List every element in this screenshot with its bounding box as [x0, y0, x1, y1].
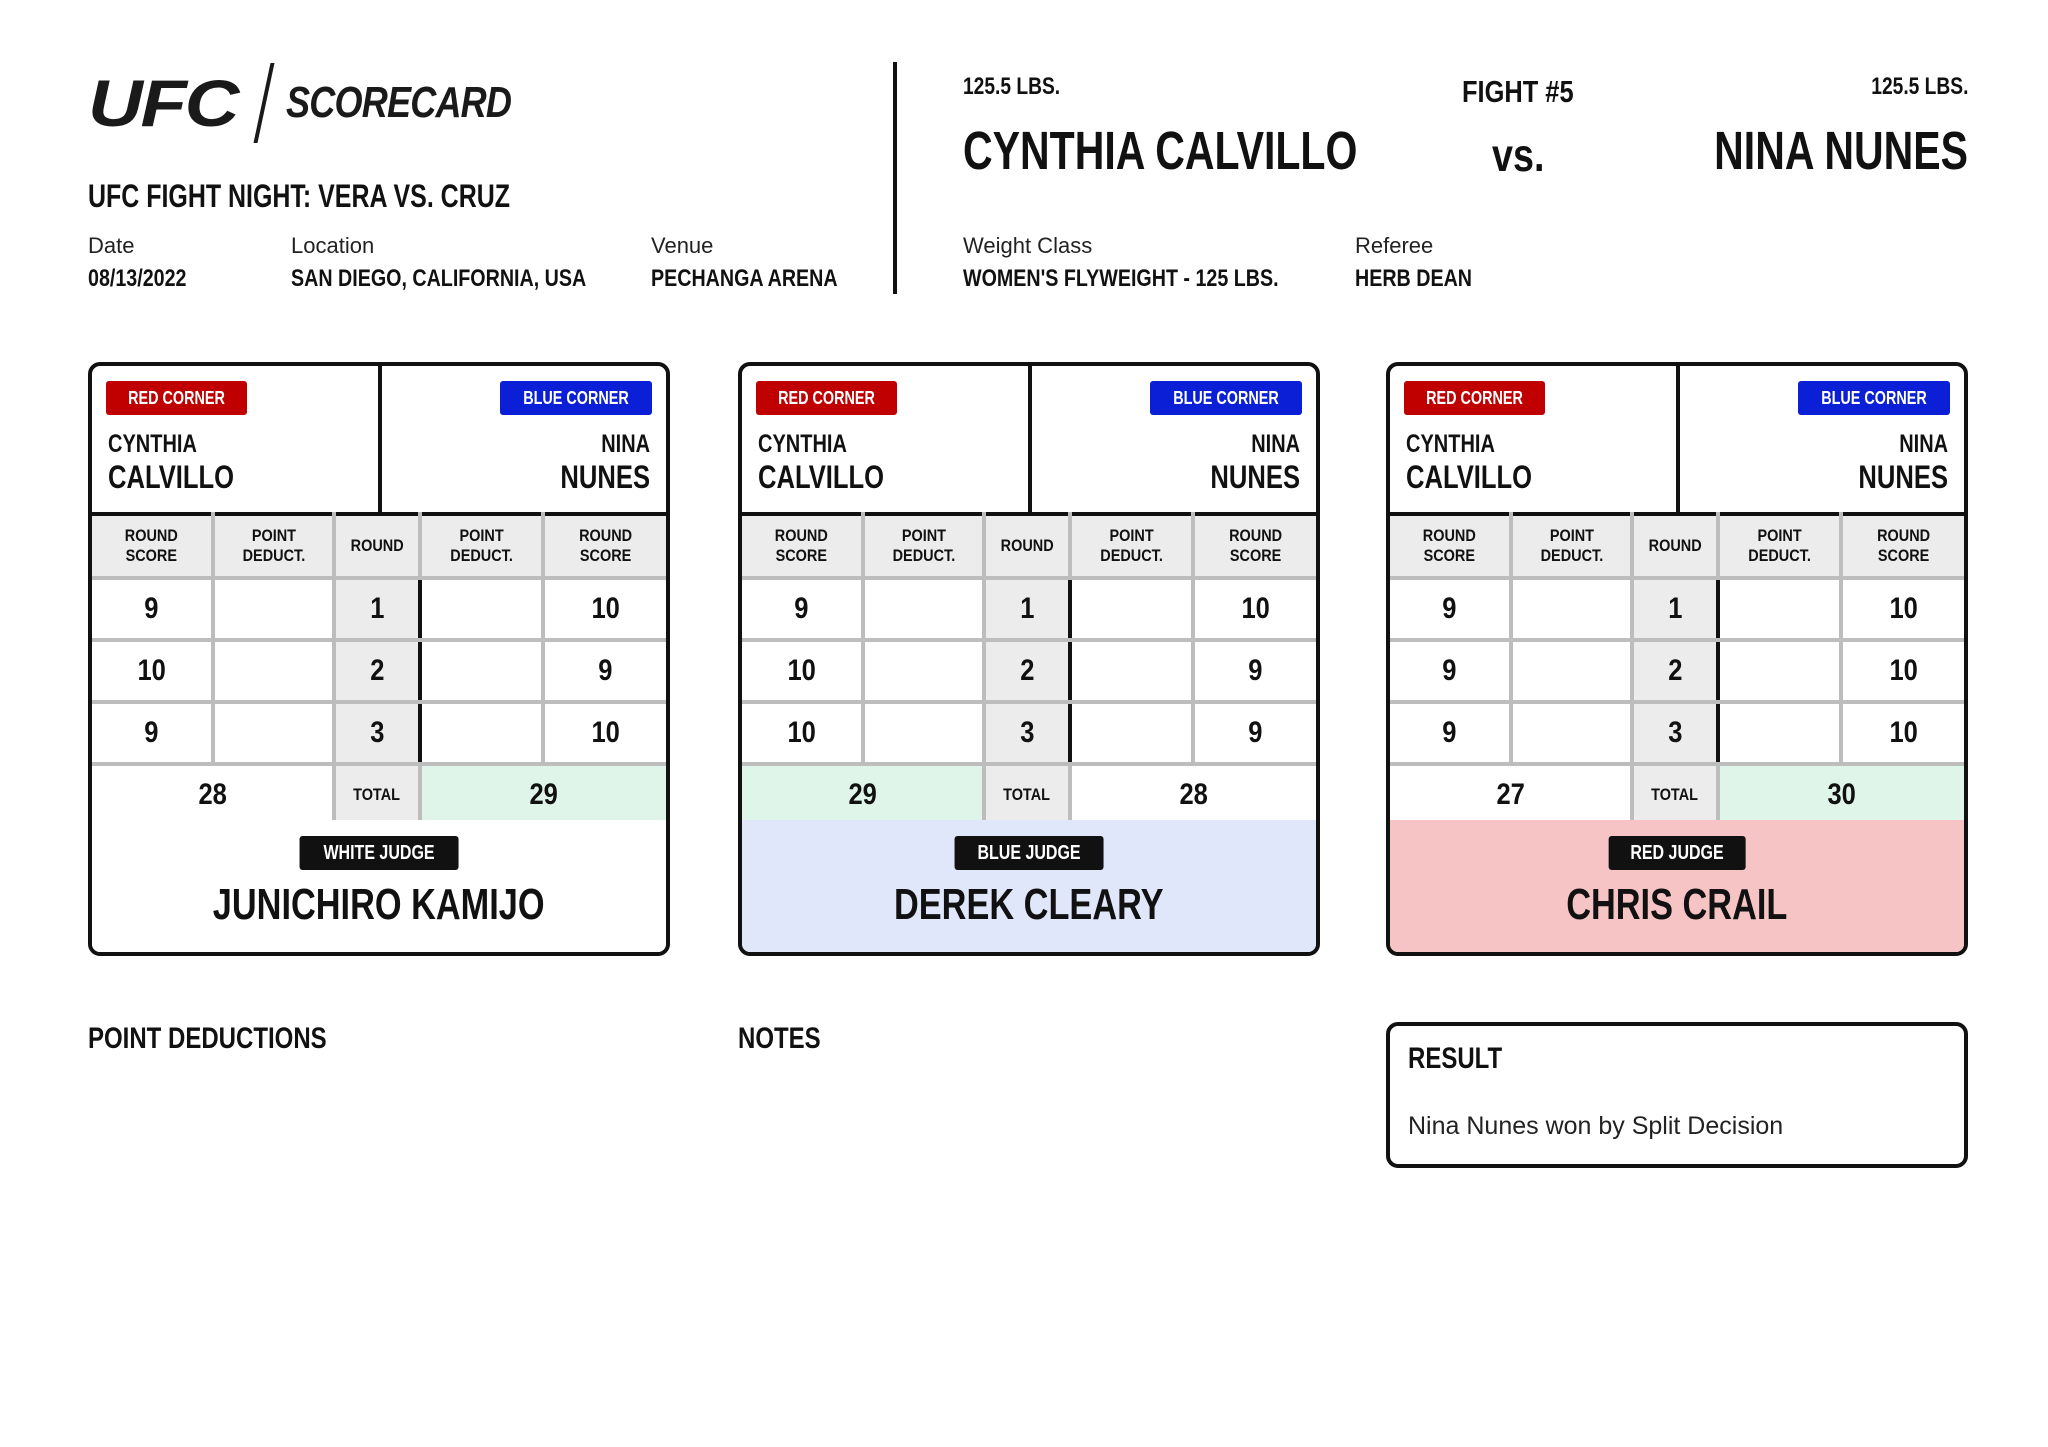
round-number: 3 — [984, 702, 1069, 764]
red-last-name: CALVILLO — [108, 459, 235, 495]
point-deductions-heading: POINT DEDUCTIONS — [88, 1022, 327, 1055]
round-number: 1 — [1632, 578, 1717, 640]
score-row — [1390, 640, 1964, 702]
blue-round-score: 10 — [543, 702, 666, 764]
score-row — [742, 640, 1316, 702]
referee-value: HERB DEAN — [1355, 265, 1473, 292]
versus-label: vs. — [1492, 129, 1545, 181]
header-blue-round-score: ROUND SCORE — [1841, 514, 1964, 578]
notes-heading: NOTES — [738, 1022, 821, 1055]
red-total: 28 — [92, 764, 334, 826]
total-label: TOTAL — [1632, 764, 1717, 826]
blue-fighter-weight: 125.5 LBS. — [1870, 73, 1968, 100]
blue-total: 29 — [420, 764, 666, 826]
score-row — [1390, 702, 1964, 764]
round-number: 3 — [1632, 702, 1717, 764]
venue-label: Venue — [651, 233, 714, 258]
red-point-deduction — [1511, 640, 1633, 702]
score-table — [92, 512, 666, 828]
red-total: 29 — [742, 764, 984, 826]
blue-point-deduction — [420, 640, 543, 702]
round-number: 3 — [334, 702, 419, 764]
header-red-round-score: ROUND SCORE — [742, 514, 863, 578]
blue-round-score: 10 — [1841, 578, 1964, 640]
date-label: Date — [88, 233, 135, 258]
red-point-deduction — [213, 578, 335, 640]
blue-fighter-name: NINA NUNES — [1714, 121, 1968, 181]
blue-corner-badge: BLUE CORNER — [1798, 381, 1950, 415]
blue-point-deduction — [1070, 640, 1193, 702]
judge-label-badge: RED JUDGE — [1609, 836, 1746, 870]
red-corner-badge: RED CORNER — [1404, 381, 1545, 415]
blue-last-name: NUNES — [560, 459, 650, 495]
round-number: 1 — [334, 578, 419, 640]
score-header-row — [742, 514, 1316, 578]
score-row — [742, 578, 1316, 640]
blue-round-score: 10 — [543, 578, 666, 640]
event-title: UFC FIGHT NIGHT: VERA VS. CRUZ — [88, 178, 511, 214]
blue-total: 28 — [1070, 764, 1316, 826]
blue-first-name: NINA — [601, 430, 650, 458]
red-round-score: 9 — [1390, 640, 1511, 702]
judge-label-badge: WHITE JUDGE — [300, 836, 459, 870]
result-text: Nina Nunes won by Split Decision — [1408, 1112, 1784, 1140]
total-label: TOTAL — [984, 764, 1069, 826]
red-point-deduction — [1511, 702, 1633, 764]
blue-point-deduction — [1070, 702, 1193, 764]
corner-divider — [1028, 366, 1032, 512]
weight-class-value: WOMEN'S FLYWEIGHT - 125 LBS. — [963, 265, 1279, 292]
score-header-row — [1390, 514, 1964, 578]
header-red-point-deduct: POINT DEDUCT. — [863, 514, 985, 578]
blue-corner-badge: BLUE CORNER — [500, 381, 652, 415]
score-row — [1390, 578, 1964, 640]
judge-scorecard — [1386, 362, 1968, 956]
red-fighter-weight: 125.5 LBS. — [963, 73, 1061, 100]
score-row — [92, 640, 666, 702]
round-number: 2 — [334, 640, 419, 702]
blue-point-deduction — [1718, 640, 1841, 702]
header-blue-round-score: ROUND SCORE — [1193, 514, 1316, 578]
red-round-score: 10 — [742, 702, 863, 764]
blue-corner-badge: BLUE CORNER — [1150, 381, 1302, 415]
blue-point-deduction — [1070, 578, 1193, 640]
header-red-round-score: ROUND SCORE — [1390, 514, 1511, 578]
date-value: 08/13/2022 — [88, 265, 187, 292]
red-last-name: CALVILLO — [1406, 459, 1533, 495]
location-label: Location — [291, 233, 375, 258]
blue-point-deduction — [1718, 578, 1841, 640]
blue-round-score: 9 — [1193, 702, 1316, 764]
judge-name: CHRIS CRAIL — [1566, 880, 1788, 929]
red-corner-badge: RED CORNER — [756, 381, 897, 415]
total-label: TOTAL — [334, 764, 419, 826]
blue-round-score: 9 — [1193, 640, 1316, 702]
blue-last-name: NUNES — [1858, 459, 1948, 495]
logo-text: UFC — [88, 66, 238, 140]
corner-divider — [1676, 366, 1680, 512]
red-point-deduction — [213, 640, 335, 702]
red-first-name: CYNTHIA — [108, 430, 197, 458]
total-row — [742, 764, 1316, 826]
score-header-row — [92, 514, 666, 578]
score-row — [92, 578, 666, 640]
blue-round-score: 10 — [1193, 578, 1316, 640]
blue-total: 30 — [1718, 764, 1964, 826]
blue-point-deduction — [420, 578, 543, 640]
result-heading: RESULT — [1408, 1042, 1503, 1075]
corner-divider — [378, 366, 382, 512]
score-table — [1390, 512, 1964, 828]
round-number: 2 — [984, 640, 1069, 702]
red-corner-badge: RED CORNER — [106, 381, 247, 415]
header-round: ROUND — [1632, 514, 1717, 578]
red-round-score: 9 — [92, 578, 213, 640]
red-point-deduction — [213, 702, 335, 764]
score-row — [742, 702, 1316, 764]
score-table — [742, 512, 1316, 828]
weight-class-label: Weight Class — [963, 233, 1093, 258]
judge-area — [742, 820, 1316, 952]
judge-name: DEREK CLEARY — [894, 880, 1164, 929]
header-round: ROUND — [984, 514, 1069, 578]
referee-label: Referee — [1355, 233, 1434, 258]
red-round-score: 9 — [1390, 702, 1511, 764]
header-red-point-deduct: POINT DEDUCT. — [213, 514, 335, 578]
red-round-score: 10 — [742, 640, 863, 702]
judge-label-badge: BLUE JUDGE — [955, 836, 1104, 870]
logo-subtitle: SCORECARD — [286, 78, 512, 127]
red-point-deduction — [863, 702, 985, 764]
header-red-round-score: ROUND SCORE — [92, 514, 213, 578]
location-value: SAN DIEGO, CALIFORNIA, USA — [291, 265, 587, 292]
header-blue-round-score: ROUND SCORE — [543, 514, 666, 578]
red-round-score: 10 — [92, 640, 213, 702]
header-blue-point-deduct: POINT DEDUCT. — [420, 514, 543, 578]
judge-area — [92, 820, 666, 952]
blue-last-name: NUNES — [1210, 459, 1300, 495]
header-blue-point-deduct: POINT DEDUCT. — [1070, 514, 1193, 578]
round-number: 2 — [1632, 640, 1717, 702]
score-row — [92, 702, 666, 764]
venue-value: PECHANGA ARENA — [651, 265, 838, 292]
red-point-deduction — [1511, 578, 1633, 640]
blue-round-score: 10 — [1841, 640, 1964, 702]
blue-point-deduction — [420, 702, 543, 764]
header-divider — [893, 62, 897, 294]
judge-area — [1390, 820, 1964, 952]
judge-name: JUNICHIRO KAMIJO — [213, 880, 545, 929]
corner-header — [1390, 366, 1964, 512]
red-total: 27 — [1390, 764, 1632, 826]
red-round-score: 9 — [742, 578, 863, 640]
corner-header — [742, 366, 1316, 512]
red-point-deduction — [863, 640, 985, 702]
total-row — [1390, 764, 1964, 826]
red-round-score: 9 — [92, 702, 213, 764]
red-first-name: CYNTHIA — [758, 430, 847, 458]
header-blue-point-deduct: POINT DEDUCT. — [1718, 514, 1841, 578]
corner-header — [92, 366, 666, 512]
red-last-name: CALVILLO — [758, 459, 885, 495]
header-round: ROUND — [334, 514, 419, 578]
blue-round-score: 10 — [1841, 702, 1964, 764]
total-row — [92, 764, 666, 826]
ufc-logo — [88, 62, 561, 144]
blue-first-name: NINA — [1251, 430, 1300, 458]
fight-number: FIGHT #5 — [1462, 74, 1574, 109]
judge-scorecard — [738, 362, 1320, 956]
result-box — [1386, 1022, 1968, 1168]
judge-scorecard — [88, 362, 670, 956]
round-number: 1 — [984, 578, 1069, 640]
blue-first-name: NINA — [1899, 430, 1948, 458]
red-fighter-name: CYNTHIA CALVILLO — [963, 121, 1358, 181]
header-red-point-deduct: POINT DEDUCT. — [1511, 514, 1633, 578]
red-first-name: CYNTHIA — [1406, 430, 1495, 458]
blue-round-score: 9 — [543, 640, 666, 702]
blue-point-deduction — [1718, 702, 1841, 764]
red-point-deduction — [863, 578, 985, 640]
red-round-score: 9 — [1390, 578, 1511, 640]
